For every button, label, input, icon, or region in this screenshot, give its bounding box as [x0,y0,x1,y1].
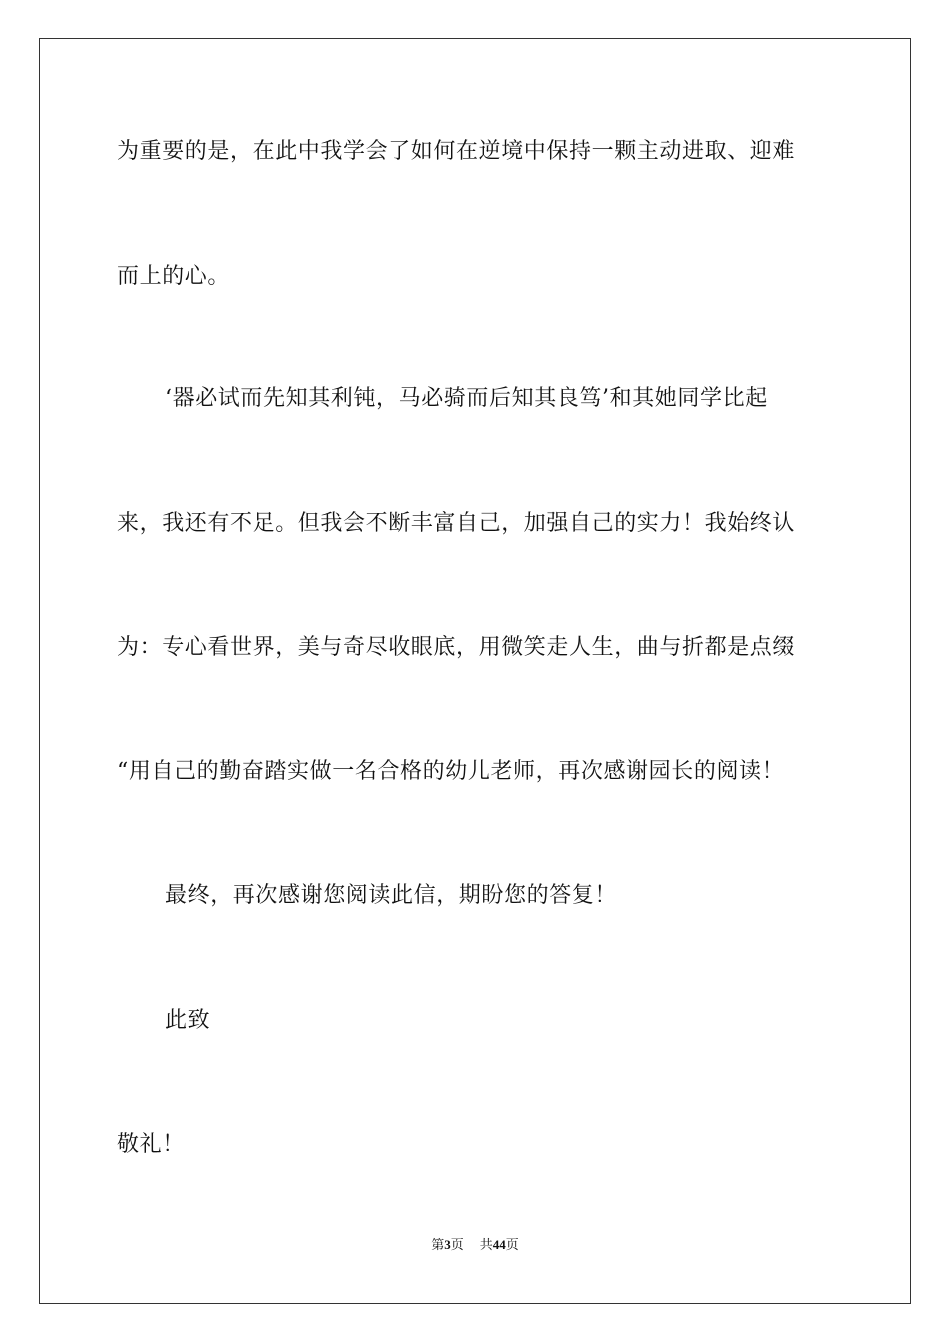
page-footer [0,1236,950,1254]
page-border [39,38,911,1304]
body-line-3: ‘器必试而先知其利钝，马必骑而后知其良笃’和其她同学比起 [165,386,768,411]
body-line-closing: 最终，再次感谢您阅读此信，期盼您的答复！ [165,883,618,908]
footer-page-number: 3 [444,1237,451,1252]
body-line-2: 而上的心。 [117,264,231,289]
footer-total-pages: 44 [492,1237,506,1252]
footer-page-suffix: 页 [450,1237,464,1252]
body-line-5: 为：专心看世界，美与奇尽收眼底，用微笑走人生，曲与折都是点缀 [117,635,796,660]
footer-total-prefix: 共 [479,1237,493,1252]
body-line-6: “用自己的勤奋踏实做一名合格的幼儿老师，再次感谢园长的阅读！ [117,759,785,784]
footer-total-suffix: 页 [505,1237,519,1252]
salutation-cizhi: 此致 [165,1008,211,1033]
salutation-jingli: 敬礼！ [117,1132,185,1157]
body-line-4: 来，我还有不足。但我会不断丰富自己，加强自己的实力！我始终认 [117,511,796,536]
body-line-1: 为重要的是，在此中我学会了如何在逆境中保持一颗主动进取、迎难 [117,139,796,164]
footer-page-prefix: 第 [431,1237,445,1252]
